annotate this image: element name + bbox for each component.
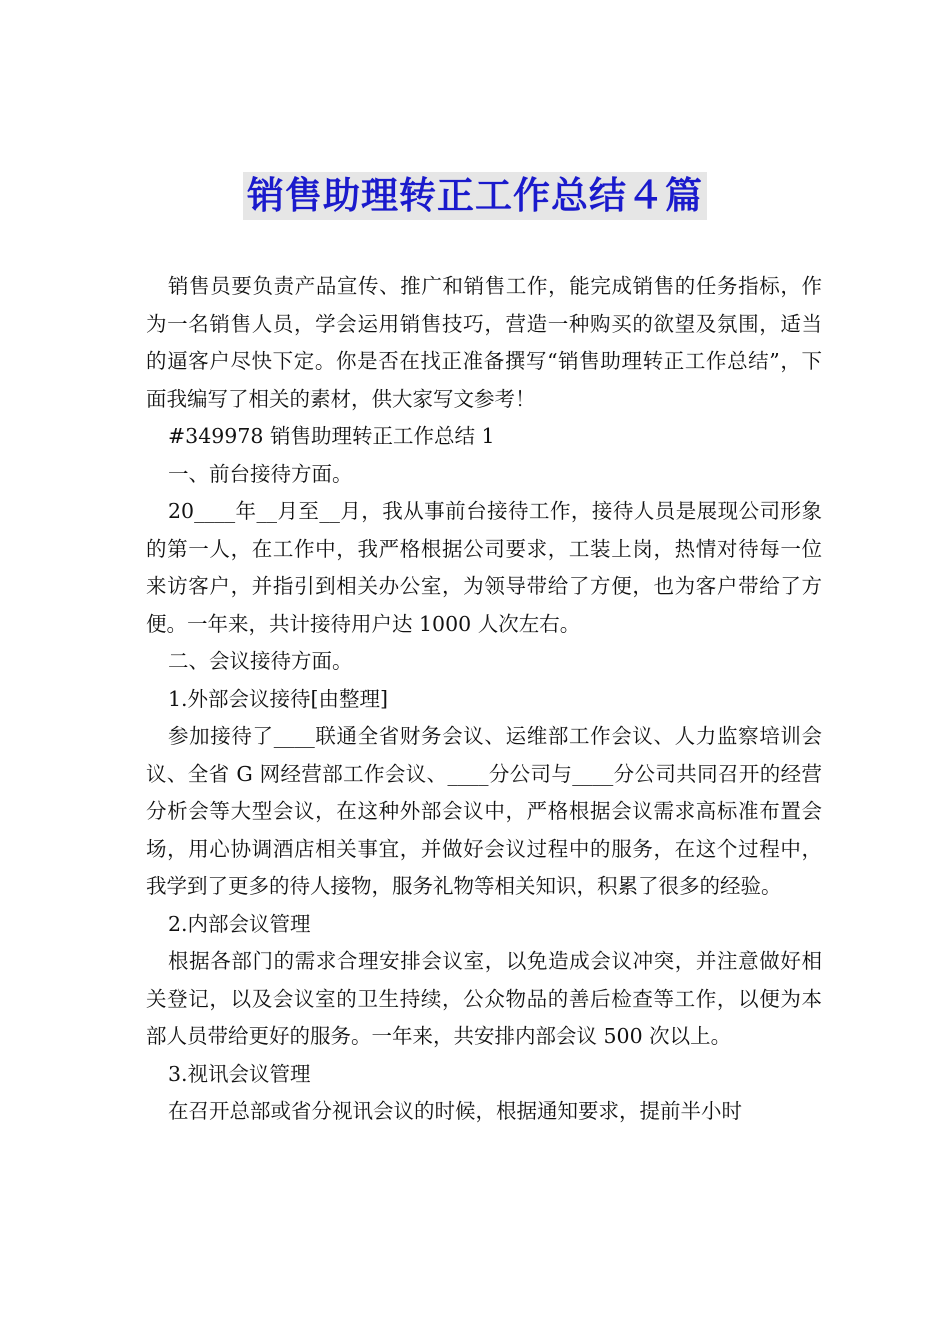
paragraph-external-meetings: 参加接待了____联通全省财务会议、运维部工作会议、人力监察培训会议、全省 G 网经营部工作会议、____分公司与____分公司共同召开的经营分析会等大型会议，在这种外部会议中，严格根据会议需求高标准布置会场，用心协调酒店相关事宜，并做好会议过程中的服务，在这个过程中，我学到了更多的待人接物，服务礼物等相关知识，积累了很多的经验。 [146, 724, 822, 898]
paragraph-video-meetings: 在召开总部或省分视讯会议的时候，根据通知要求，提前半小时 [168, 1099, 742, 1123]
paragraph-internal-meetings: 根据各部门的需求合理安排会议室，以免造成会议冲突，并注意做好相关登记，以及会议室的卫生持续，公众物品的善后检查等工作，以便为本部人员带给更好的服务。一年来，共安排内部会议 500 次以上。 [146, 949, 822, 1048]
paragraph-section-1-heading: 一、前台接待方面。 [168, 461, 353, 486]
paragraph-internal-meetings-heading: 2.内部会议管理 [168, 911, 311, 936]
paragraph-front-desk: 20____年__月至__月，我从事前台接待工作，接待人员是展现公司形象的第一人，在工作中，我严格根据公司要求，工装上岗，热情对待每一位来访客户，并指引到相关办公室，为领导带给了方便，也为客户带给了方便。一年来，共计接待用户达 1000 人次左右。 [146, 499, 822, 636]
document-body [146, 268, 822, 1131]
paragraph-article-heading: #349978 销售助理转正工作总结 1 [168, 424, 495, 448]
paragraph-video-meetings-heading: 3.视讯会议管理 [168, 1061, 311, 1086]
title-container [0, 172, 950, 220]
paragraph-external-meetings-heading: 1.外部会议接待[由整理] [168, 686, 389, 711]
document-title: 销售助理转正工作总结４篇 [243, 172, 707, 220]
paragraph-intro: 销售员要负责产品宣传、推广和销售工作，能完成销售的任务指标，作为一名销售人员，学会运用销售技巧，营造一种购买的欲望及氛围，适当的逼客户尽快下定。你是否在找正准备撰写“销售助理转正工作总结”，下面我编写了相关的素材，供大家写文参考！ [146, 274, 822, 411]
paragraph-section-2-heading: 二、会议接待方面。 [168, 649, 353, 673]
